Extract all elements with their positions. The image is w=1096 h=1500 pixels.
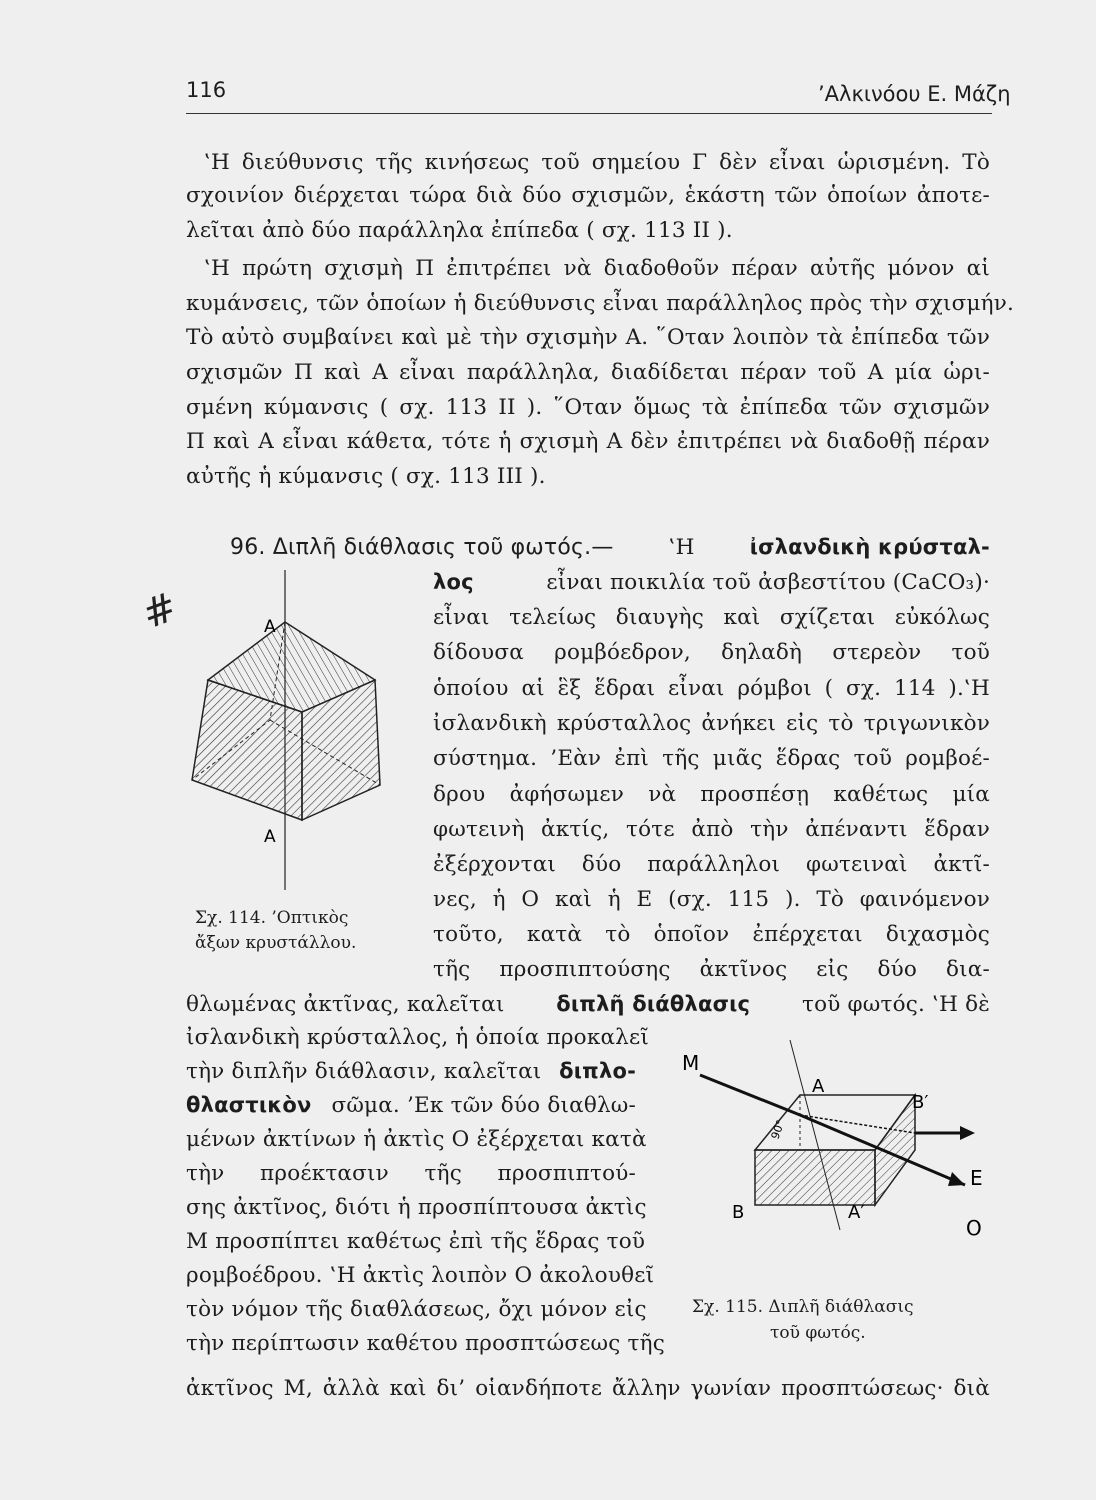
figure-114-caption: ἄξων κρυστάλλου. <box>195 933 357 953</box>
label-o: Ο <box>966 1216 982 1240</box>
text-line: τὴν περίπτωσιν καθέτου προσπτώσεως τῆς <box>186 1331 665 1356</box>
text-line: κυμάνσεις, τῶν ὁποίων ἡ διεύθυνσις εἶναι παράλληλος πρὸς τὴν σχισμήν. <box>186 291 1015 316</box>
handwritten-mark: # <box>136 583 184 639</box>
text-line: μένων ἀκτίνων ἡ ἀκτὶς Ο ἐξέρχεται κατὰ <box>186 1127 647 1152</box>
text-line: ‛Η διεύθυνσις τῆς κινήσεως τοῦ σημείου Γ δὲν εἶναι ὡρισμένη. Τὸ <box>204 150 990 175</box>
figure-115-double-refraction <box>670 1040 990 1240</box>
crystal-front-face <box>755 1150 875 1205</box>
label-m: Μ <box>682 1051 700 1075</box>
section-heading: 96. Διπλῆ διάθλασις τοῦ φωτός.— <box>230 535 614 560</box>
text-line: τῆς προσπιπτούσης ἀκτῖνος εἰς δύο δια- <box>433 957 990 982</box>
text-line: ἰσλανδικὴ κρύσταλλος ἀνήκει εἰς τὸ τριγωνικὸν <box>433 711 990 736</box>
text-line: Μ προσπίπτει καθέτως ἐπὶ τῆς ἕδρας τοῦ <box>186 1229 646 1254</box>
bold-term: διπλο- <box>559 1059 636 1083</box>
bold-term: ἰσλανδικὴ κρύσταλ- <box>749 535 990 559</box>
text-line: λεῖται ἀπὸ δύο παράλληλα ἐπίπεδα ( σχ. 113 II ). <box>186 218 733 243</box>
text-line: ρομβοέδρου. ‛Η ἀκτὶς λοιπὸν Ο ἀκολουθεῖ <box>186 1263 655 1288</box>
text-line: σμένη κύμανσις ( σχ. 113 II ). ῞Οταν ὅμως τὰ ἐπίπεδα τῶν σχισμῶν <box>186 395 990 420</box>
text-line: αὐτῆς ἡ κύμανσις ( σχ. 113 III ). <box>186 464 546 489</box>
text-span: τὴν διπλῆν διάθλασιν, καλεῖται <box>186 1059 542 1084</box>
figure-115-caption: Σχ. 115. Διπλῆ διάθλασις <box>692 1297 914 1317</box>
section-heading-line <box>230 535 990 560</box>
text-line: σχοινίον διέρχεται τώρα διὰ δύο σχισμῶν, ἑκάστη τῶν ὁποίων ἀποτε- <box>186 183 990 208</box>
text-line: ἐξέρχονται δύο παράλληλοι φωτειναὶ ἀκτῖ- <box>433 852 990 877</box>
label-a: Α <box>812 1076 825 1097</box>
text-line: σύστημα. ’Εὰν ἐπὶ τῆς μιᾶς ἕδρας τοῦ ρομβοέ- <box>433 746 990 771</box>
label-a-prime: Α′ <box>848 1202 865 1223</box>
text-line: ἀκτῖνος Μ, ἀλλὰ καὶ δι’ οἱανδήποτε ἄλλην γωνίαν προσπτώσεως· διὰ <box>186 1376 990 1401</box>
arrow-e-icon <box>960 1126 975 1140</box>
text-line <box>186 1059 636 1084</box>
text-line: σχισμῶν Π καὶ Α εἶναι παράλληλα, διαδίδεται πέραν τοῦ Α μία ὡρι- <box>186 360 990 385</box>
header-rule <box>186 113 992 114</box>
figure-114-caption: Σχ. 114. ’Οπτικὸς <box>195 908 349 928</box>
label-a-top: Α <box>264 617 276 637</box>
text-span: σῶμα. ’Εκ τῶν δύο διαθλω- <box>331 1093 636 1118</box>
text-line <box>186 1093 636 1118</box>
bold-term: διπλῆ διάθλασις <box>556 992 751 1016</box>
text-line: Π καὶ Α εἶναι κάθετα, τότε ἡ σχισμὴ Α δὲν ἐπιτρέπει νὰ διαδοθῇ πέραν <box>186 429 990 454</box>
label-b: Β <box>732 1202 745 1223</box>
text-span: ‛Η <box>668 535 695 560</box>
text-line: εἶναι τελείως διαυγὴς καὶ σχίζεται εὐκόλως <box>433 605 990 630</box>
text-line: ἰσλανδικὴ κρύσταλλος, ἡ ὁποία προκαλεῖ <box>186 1025 649 1050</box>
bold-term: θλαστικὸν <box>186 1093 312 1117</box>
figure-114-rhombohedron <box>180 570 410 900</box>
label-angle: 90° <box>768 1118 788 1142</box>
running-head-author: ’Αλκινόου Ε. Μάζη <box>818 82 1011 106</box>
text-span: θλωμένας ἀκτῖνας, καλεῖται <box>186 992 505 1017</box>
page-number: 116 <box>186 78 227 102</box>
text-line: δρου ἀφήσωμεν νὰ προσπέσῃ καθέτως μία <box>433 782 990 807</box>
text-line: νες, ἡ Ο καὶ ἡ Ε (σχ. 115 ). Τὸ φαινόμενον <box>433 887 990 912</box>
text-line: τὴν προέκτασιν τῆς προσπιπτού- <box>186 1161 636 1186</box>
text-line: Τὸ αὐτὸ συμβαίνει καὶ μὲ τὴν σχισμὴν Α. ῞Οταν λοιπὸν τὰ ἐπίπεδα τῶν <box>186 325 990 350</box>
figure-115-caption: τοῦ φωτός. <box>770 1323 866 1343</box>
label-a-bottom: Α <box>264 827 276 847</box>
label-b-prime: Β′ <box>912 1092 929 1113</box>
text-line: ὁποίου αἱ ἓξ ἕδραι εἶναι ρόμβοι ( σχ. 114 ).‛Η <box>433 676 990 701</box>
label-e: Ε <box>970 1166 983 1190</box>
arrow-o-icon <box>948 1172 965 1186</box>
bold-term: λος <box>433 570 474 594</box>
text-line: σης ἀκτῖνος, διότι ἡ προσπίπτουσα ἀκτὶς <box>186 1195 647 1220</box>
text-line: τοῦτο, κατὰ τὸ ὁποῖον ἐπέρχεται διχασμὸς <box>433 922 990 947</box>
text-span: τοῦ φωτός. ‛Η δὲ <box>802 992 990 1017</box>
text-line: φωτεινὴ ἀκτίς, τότε ἀπὸ τὴν ἀπέναντι ἕδραν <box>433 817 990 842</box>
text-line: ‛Η πρώτη σχισμὴ Π ἐπιτρέπει νὰ διαδοθοῦν πέραν αὐτῆς μόνον αἱ <box>204 256 990 281</box>
text-span: εἶναι ποικιλία τοῦ ἀσβεστίτου (CaCO₃)· <box>546 570 990 595</box>
text-line: τὸν νόμον τῆς διαθλάσεως, ὄχι μόνον εἰς <box>186 1297 647 1322</box>
text-line: δίδουσα ρομβόεδρον, δηλαδὴ στερεὸν τοῦ <box>433 640 990 665</box>
text-line <box>433 570 990 595</box>
incident-ray-m <box>700 1075 800 1115</box>
text-line <box>186 992 990 1017</box>
